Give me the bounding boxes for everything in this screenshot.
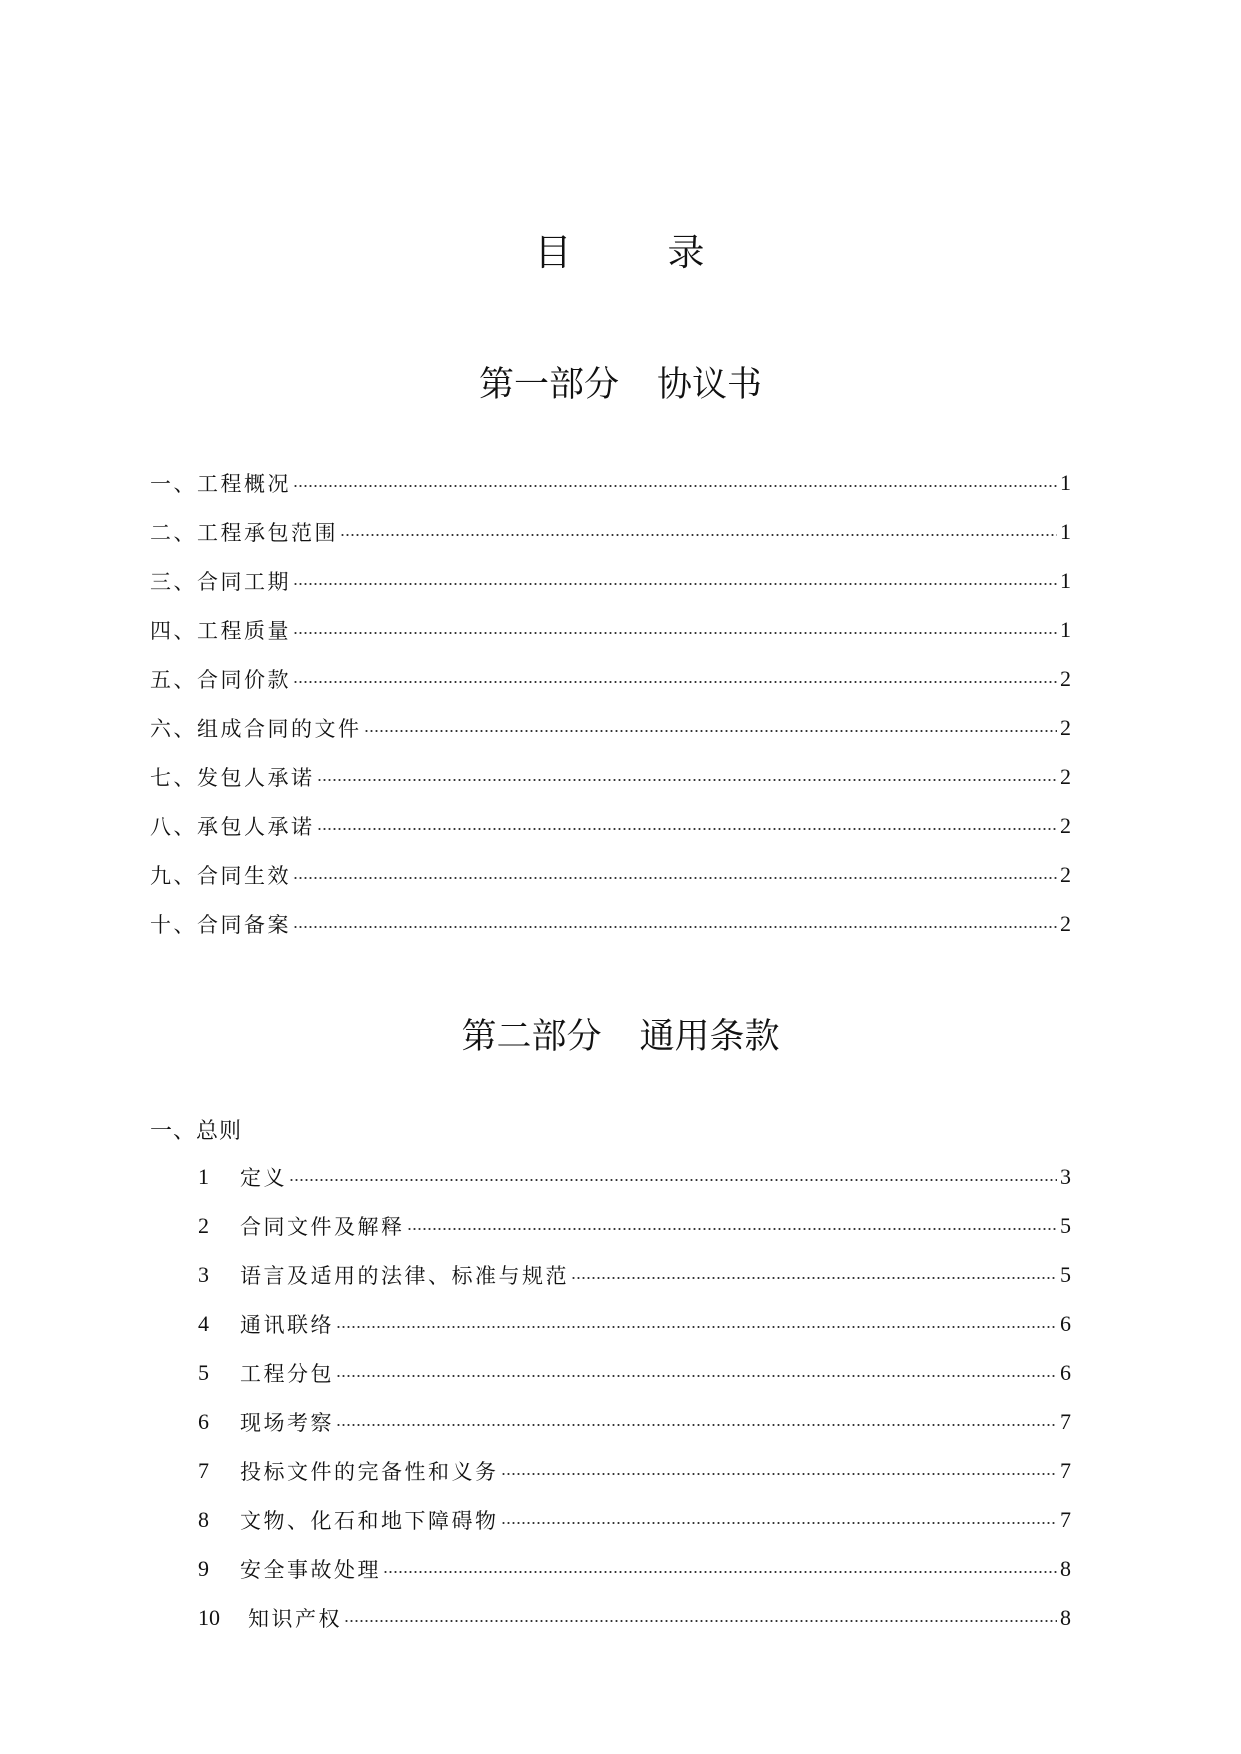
toc-item[interactable] [198, 1356, 1071, 1390]
toc-item-label: 四、工程质量 [150, 619, 291, 643]
leader-dots [407, 1228, 1058, 1230]
toc-item-number: 8 [198, 1507, 209, 1532]
toc-item-page: 7 [1060, 1458, 1071, 1483]
toc-item[interactable] [150, 564, 1071, 598]
toc-item-page: 5 [1060, 1262, 1071, 1287]
leader-dots [344, 1620, 1057, 1622]
page-title [0, 222, 1241, 276]
leader-dots [364, 730, 1058, 732]
toc-item-page: 5 [1060, 1213, 1071, 1238]
toc-item[interactable] [198, 1258, 1071, 1292]
toc-item[interactable] [150, 711, 1071, 745]
toc-item[interactable] [150, 515, 1071, 549]
leader-dots [293, 926, 1057, 928]
leader-dots [336, 1375, 1057, 1377]
toc-item-page: 8 [1060, 1556, 1071, 1581]
toc-item-page: 1 [1060, 617, 1071, 642]
toc-item-number: 7 [198, 1458, 209, 1483]
toc-item-page: 2 [1060, 911, 1071, 936]
toc-item-number: 3 [198, 1262, 209, 1287]
toc-item-page: 2 [1060, 715, 1071, 740]
toc-item-page: 3 [1060, 1164, 1071, 1189]
toc-item-label: 投标文件的完备性和义务 [240, 1460, 499, 1484]
leader-dots [340, 534, 1057, 536]
toc-item-number: 5 [198, 1360, 209, 1385]
toc-item-page: 2 [1060, 666, 1071, 691]
toc-item-number: 10 [198, 1605, 220, 1630]
toc-item-page: 6 [1060, 1360, 1071, 1385]
toc-item-page: 7 [1060, 1507, 1071, 1532]
toc-item[interactable] [198, 1405, 1071, 1439]
toc-item-number: 2 [198, 1213, 209, 1238]
toc-item-number: 6 [198, 1409, 209, 1434]
leader-dots [317, 828, 1058, 830]
part1-heading-right: 协议书 [657, 365, 763, 405]
part2-heading-right: 通用条款 [639, 1017, 780, 1057]
toc-item-number: 9 [198, 1556, 209, 1581]
toc-item-label: 定义 [240, 1166, 287, 1190]
leader-dots [293, 681, 1057, 683]
toc-item-page: 2 [1060, 764, 1071, 789]
toc-item-label: 七、发包人承诺 [150, 766, 315, 790]
toc-item-label: 合同文件及解释 [240, 1215, 405, 1239]
toc-item[interactable] [150, 466, 1071, 500]
title-char-2: 录 [667, 231, 707, 274]
toc-item[interactable] [150, 662, 1071, 696]
toc-item-number: 1 [198, 1164, 209, 1189]
part1-heading-left: 第一部分 [478, 365, 619, 405]
toc-item-label: 一、工程概况 [150, 472, 291, 496]
toc-item-label: 九、合同生效 [150, 864, 291, 888]
toc-item-label: 三、合同工期 [150, 570, 291, 594]
toc-item-page: 7 [1060, 1409, 1071, 1434]
leader-dots [383, 1571, 1057, 1573]
toc-item-label: 文物、化石和地下障碍物 [240, 1509, 499, 1533]
toc-item[interactable] [150, 907, 1071, 941]
toc-item[interactable] [198, 1307, 1071, 1341]
part2-heading [0, 1009, 1241, 1059]
title-char-1: 目 [534, 231, 574, 274]
toc-item-page: 1 [1060, 519, 1071, 544]
toc-item-label: 语言及适用的法律、标准与规范 [240, 1264, 569, 1288]
leader-dots [289, 1179, 1057, 1181]
leader-dots [293, 485, 1057, 487]
leader-dots [336, 1424, 1057, 1426]
part1-heading [0, 357, 1241, 407]
toc-item[interactable] [198, 1209, 1071, 1243]
toc-item-label: 知识产权 [248, 1607, 342, 1631]
toc-item-page: 2 [1060, 862, 1071, 887]
toc-item[interactable] [150, 760, 1071, 794]
toc-item[interactable] [198, 1552, 1071, 1586]
toc-item-label: 十、合同备案 [150, 913, 291, 937]
toc-item-page: 8 [1060, 1605, 1071, 1630]
leader-dots [501, 1522, 1058, 1524]
toc-item-label: 八、承包人承诺 [150, 815, 315, 839]
toc-item-number: 4 [198, 1311, 209, 1336]
leader-dots [293, 877, 1057, 879]
toc-item-page: 1 [1060, 470, 1071, 495]
chapter-heading: 一、总则 [150, 1119, 243, 1144]
toc-item-label: 工程分包 [240, 1362, 334, 1386]
toc-item[interactable] [198, 1454, 1071, 1488]
toc-item-label: 五、合同价款 [150, 668, 291, 692]
leader-dots [293, 583, 1057, 585]
toc-item[interactable] [198, 1503, 1071, 1537]
toc-item-label: 通讯联络 [240, 1313, 334, 1337]
toc-item[interactable] [150, 613, 1071, 647]
toc-item-label: 安全事故处理 [240, 1558, 381, 1582]
toc-item-label: 六、组成合同的文件 [150, 717, 362, 741]
toc-item-page: 1 [1060, 568, 1071, 593]
toc-item[interactable] [198, 1601, 1071, 1635]
toc-item[interactable] [150, 858, 1071, 892]
leader-dots [571, 1277, 1057, 1279]
toc-item-label: 二、工程承包范围 [150, 521, 338, 545]
leader-dots [501, 1473, 1058, 1475]
toc-item-page: 6 [1060, 1311, 1071, 1336]
leader-dots [317, 779, 1058, 781]
toc-item[interactable] [198, 1160, 1071, 1194]
leader-dots [336, 1326, 1057, 1328]
toc-item-page: 2 [1060, 813, 1071, 838]
part2-heading-left: 第二部分 [461, 1017, 602, 1057]
toc-item[interactable] [150, 809, 1071, 843]
leader-dots [293, 632, 1057, 634]
toc-item-label: 现场考察 [240, 1411, 334, 1435]
